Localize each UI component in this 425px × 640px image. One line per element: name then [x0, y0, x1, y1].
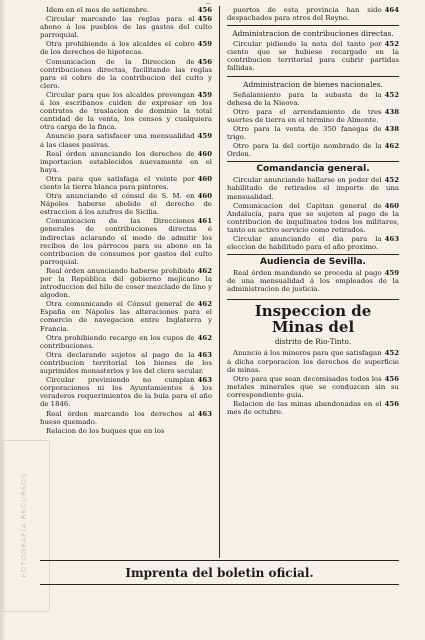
index-entry — [227, 176, 399, 200]
entry-text: Real órden anunciando los derechos de importacion establecidos nuevamente en el haya. — [40, 149, 212, 174]
index-entry — [40, 91, 212, 131]
section-title-contribuciones: Administracion de contribuciones directas. — [227, 25, 399, 38]
right-column — [227, 6, 399, 417]
bienes-entries — [227, 91, 399, 159]
index-entry — [227, 375, 399, 399]
footer-rule — [40, 584, 399, 585]
index-entry — [40, 267, 212, 299]
entry-page-number: 460 — [384, 201, 399, 210]
section-title-audiencia: Audiencia de Sevilla. — [227, 254, 399, 267]
index-entry — [227, 235, 399, 251]
index-entry — [227, 108, 399, 124]
index-entry — [40, 300, 212, 332]
index-entry — [40, 376, 212, 408]
index-entry — [40, 427, 212, 435]
entry-text: Otra para que satisfaga el veinte por ciento la tierra blanca para pintores. — [40, 174, 195, 191]
section-subtitle-minas: distrito de Rio-Tinto. — [274, 337, 352, 347]
entry-text: Anuncio á los mineros para que satisfagan á dicha corporacion los derechos de superficie de minas. — [227, 349, 399, 374]
entry-page-number: 462 — [384, 142, 399, 151]
entry-text: Circular para que los alcaldes prevengan á los escribanos cuiden de expresar en los contratos de traslacion de dominio la total cantidad de la venta, los censos y cualquiera otra carga de la finca. — [40, 90, 212, 132]
entry-page-number: 452 — [384, 40, 399, 49]
entry-text: Relacion de las minas abandonadas en el mes de octubre. — [227, 400, 382, 417]
entry-text: Comunicacion del Capitan general de Andalucía, para que se sujeten al pago de la contribucion de inquilinatos todos los militares, tanto en activo servicio como retirados. — [227, 201, 399, 234]
entry-page-number: 460 — [197, 149, 212, 158]
entry-page-number: 456 — [197, 6, 212, 14]
entry-text: Circular previniendo no cumplan corporaciones ni los Ayuntamientos á los veraderos requerimientos de la bula para el año de 1846. — [40, 376, 212, 409]
entry-text: Real órden anunciando haberse prohibido por la República del gobierno mejicano la introduccion del hilo de coser mezclado de lino y algodon. — [40, 266, 212, 300]
entry-text: Señalamiento para la subasta de la dehesa de la Nieova. — [227, 90, 382, 107]
entry-text: Otro para la venta de 350 fanegas de trigo. — [227, 124, 382, 142]
index-entry — [227, 349, 399, 373]
column-divider — [219, 6, 220, 558]
comandancia-entries — [227, 176, 399, 251]
entry-text: Circular marcando las reglas para el abono á los pueblos de las gastos del culto parroquial. — [40, 15, 212, 40]
audiencia-entries — [227, 269, 399, 293]
entry-text: Real órden marcando los derechos al hueso quemado. — [40, 409, 195, 426]
entry-page-number: 463 — [197, 409, 212, 418]
entry-page-number: 462 — [197, 266, 212, 275]
entry-page-number: 464 — [384, 6, 399, 14]
section-title-comandancia: Comandancia general. — [227, 161, 399, 174]
index-entry — [40, 334, 212, 350]
entry-page-number: 456 — [384, 400, 399, 408]
index-entry — [40, 410, 212, 426]
entry-text: Otra prohibiendo á los alcaldes el cobro de los derechos de hipotecas. — [40, 40, 195, 57]
entry-page-number: 452 — [384, 176, 399, 185]
entry-page-number: 459 — [197, 132, 212, 141]
entry-text: Otra comunicando el Cónsul general de España en Nápoles las alteraciones para el comercio de navegacion entre Inglaterra y Francia. — [40, 300, 212, 333]
index-entry — [227, 142, 399, 158]
entry-page-number: 460 — [197, 174, 212, 183]
entry-page-number: 463 — [197, 350, 212, 359]
entry-page-number: 456 — [384, 374, 399, 383]
entry-text: Otro para el arrendamiento de tres suertes de tierra en el término de Almonte. — [227, 107, 382, 124]
stamp-text: FOTOGRAFIA RECURSOS — [20, 472, 28, 578]
index-entry — [40, 6, 212, 14]
printer-footer: Imprenta del boletin oficial. — [40, 560, 399, 582]
minas-entries — [227, 349, 399, 416]
entry-text: Otra declarando sujetos al pago de la contribucion territorial los bienes de los suprimidos monasterios y los del clero secular. — [40, 350, 212, 376]
index-entry — [40, 175, 212, 191]
entry-page-number: 456 — [197, 15, 212, 24]
entry-page-number: 463 — [197, 376, 212, 385]
entry-page-number: 462 — [197, 300, 212, 309]
entry-text: Otro para la del cortijo nombrado de la Orden. — [227, 142, 382, 159]
entry-text: Anuncio para satisfacer una mensualidad á las clases pasivas. — [40, 132, 195, 149]
section-title-minas: Inspeccion de Minas del — [227, 299, 399, 335]
entry-text: puertos de esta provincia han sido despachados para otros del Reyno. — [227, 6, 382, 23]
entry-text: Circular anunciando el dia para la eleccion de habilitado para el año proximo. — [227, 234, 382, 252]
entry-page-number: 452 — [384, 349, 399, 358]
entry-text: Real órden mandando se proceda al pago de una mensualidad á los empleados de la administracion de justicia. — [227, 269, 399, 294]
page-mark: — — [205, 0, 211, 7]
entry-text: Circular anunciando hallarse en poder del habilitado de retirados el importe de una mensualidad. — [227, 176, 399, 201]
index-entry — [40, 150, 212, 174]
index-entry — [227, 125, 399, 141]
entry-page-number: 459 — [384, 269, 399, 278]
entry-page-number: 462 — [197, 333, 212, 342]
entry-page-number: 459 — [197, 40, 212, 49]
entry-page-number: 461 — [197, 217, 212, 226]
entry-text: Idem en el mes de setiembre. — [46, 6, 150, 14]
entry-page-number: 438 — [384, 124, 399, 133]
index-entry — [227, 91, 399, 107]
index-entry — [227, 400, 399, 416]
entry-text: Circular pidiendo la nota del tanto por ciento que se hubiese recargado en la contribucion territorial para cubrir partidas fallidas. — [227, 40, 399, 73]
index-entry — [227, 6, 399, 22]
entry-page-number: 438 — [384, 107, 399, 116]
index-entry — [40, 40, 212, 56]
entry-page-number: 460 — [197, 192, 212, 201]
entry-text: Comunicacion de las Direcciones generales de contribuciones directas é indirectas aclarando el modo de admitir los recibos de los párrocos para su abono en la contribucion de consumos por gastos del culto parroquial. — [40, 217, 212, 266]
entry-page-number: 459 — [197, 90, 212, 99]
entry-text: Comunicacion de la Direccion de contribuciones directas, facilitando las reglas para el cobro de la contribucion del culto y clero. — [40, 57, 212, 90]
entry-page-number: 463 — [384, 234, 399, 243]
index-entry — [40, 217, 212, 266]
contribuciones-entries — [227, 40, 399, 72]
entry-text: Relacion de los buques que en los — [46, 426, 165, 435]
entry-text: Otra anunciando el cónsul de S. M. en Nápoles haberse abolido el derecho de estraccion á los azufres de Sicilia. — [40, 192, 212, 217]
index-entry — [40, 192, 212, 216]
index-entry — [227, 269, 399, 293]
library-stamp — [2, 440, 50, 612]
index-entry — [227, 40, 399, 72]
index-entry — [227, 202, 399, 234]
entry-text: Otra prohibiendo recargo en los cupos de contribuciones. — [40, 333, 195, 350]
index-entry — [40, 351, 212, 375]
entry-page-number: 452 — [384, 90, 399, 99]
entry-text: Otro para que sean decomisados todos los metales minerales que se conduzcan sin su correspondiente guia. — [227, 374, 399, 399]
entry-page-number: 456 — [197, 57, 212, 66]
index-entry — [40, 132, 212, 148]
index-entry — [40, 15, 212, 39]
section-title-bienes: Administracion de bienes nacionales. — [227, 76, 399, 89]
right-top-entries — [227, 6, 399, 22]
index-entry — [40, 58, 212, 90]
left-column — [40, 6, 212, 436]
